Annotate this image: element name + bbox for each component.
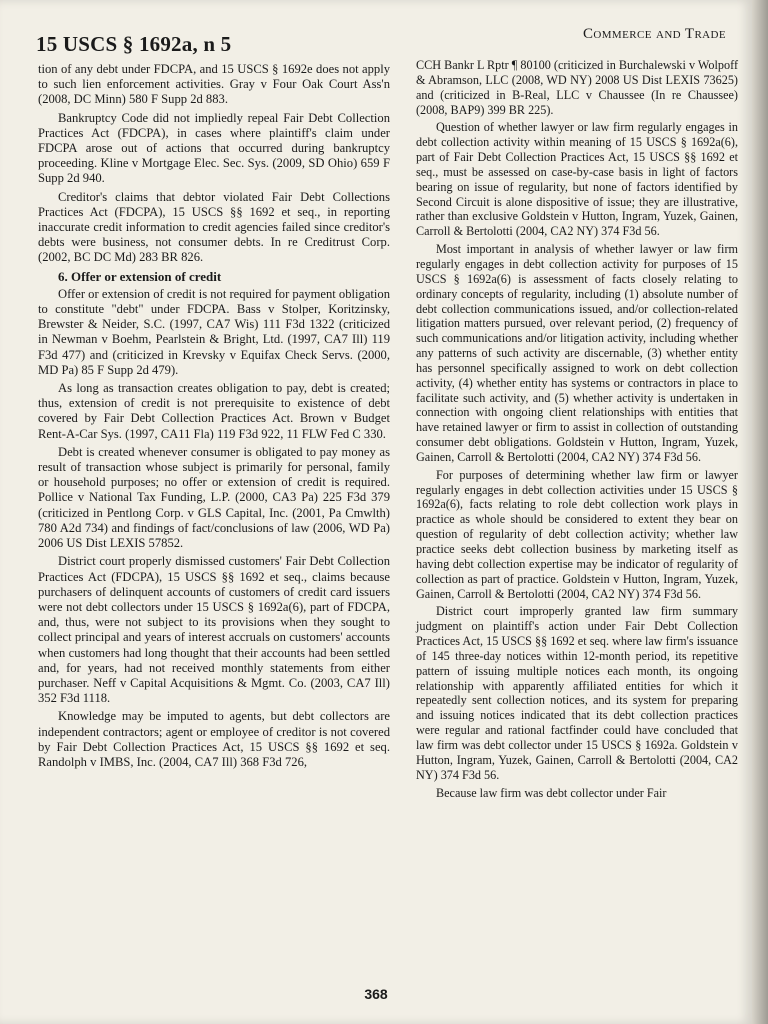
paragraph: Knowledge may be imputed to agents, but debt collectors are independent contractors; agent or employee of creditor is not covered by Fair Debt Collection Practices Act, 15 USCS §§ 1692 et seq. Randolph v IMBS, Inc. (2004, CA7 Ill) 368 F3d 726, [38, 709, 390, 769]
right-column [416, 58, 738, 803]
page-number: 368 [364, 986, 388, 1002]
left-column [38, 62, 390, 773]
section-heading: 6. Offer or extension of credit [58, 268, 222, 284]
running-head-title: Commerce and Trade [583, 26, 726, 42]
paragraph: Creditor's claims that debtor violated Fair Debt Collections Practices Act (FDCPA), 15 USCS §§ 1692 et seq., in reporting inaccurate credit information to credit agencies failed since creditor's debts were business, not consumer debts. In re Creditrust Corp. (2002, BC DC Md) 283 BR 826. [38, 189, 390, 265]
paragraph: Bankruptcy Code did not impliedly repeal Fair Debt Collection Practices Act (FDCPA), in cases where plaintiff's claim under FDCPA arose out of actions that occurred during bankruptcy proceeding. Kline v Mortgage Elec. Sec. Sys. (2009, SD Ohio) 659 F Supp 2d 940. [38, 110, 390, 186]
paragraph: For purposes of determining whether law firm or lawyer regularly engages in debt collection activities under 15 USCS § 1692a(6), facts relating to role debt collection work plays in practice as whole should be considered to extent they bear on question of regularity of debt collection activity; whether law practice seeks debt collection business by marketing itself as having debt collection expertise may be indicator of regularity of collection as part of practice. Goldstein v Hutton, Ingram, Yuzek, Gainen, Carroll & Bertolotti (2004, CA2 NY) 374 F3d 56. [416, 467, 738, 601]
paragraph: Debt is created whenever consumer is obligated to pay money as result of transaction whose subject is primarily for personal, family or household purposes; no offer or extension of credit is required. Pollice v National Tax Funding, L.P. (2000, CA3 Pa) 225 F3d 379 (criticized in Pentlong Corp. v GLS Capital, Inc. (2001, Pa Cmwlth) 780 A2d 734) and findings of fact/conclusions of law (2006, WD Pa) 2006 US Dist LEXIS 57852. [38, 444, 390, 551]
running-head-citation: 15 USCS § 1692a, n 5 [36, 32, 232, 56]
paragraph: Offer or extension of credit is not required for payment obligation to constitute "debt" under FDCPA. Bass v Stolper, Koritzinsky, Brewster & Neider, S.C. (1997, CA7 Wis) 111 F3d 1322 (criticized in Newman v Boehm, Pearlstein & Bright, Ltd. (1997, CA7 Ill) 119 F3d 477) and (criticized in Krevsky v Equifax Check Servs. (2000, MD Pa) 85 F Supp 2d 479). [38, 286, 391, 377]
paragraph: District court improperly granted law firm summary judgment on plaintiff's action under Fair Debt Collection Practices Act, 15 USCS §§ 1692 et seq. where law firm's issuance of 145 three-day notices within 12-month period, its repetitive pattern of issuing multiple notices each month, its ongoing relationship with apparently affiliated entities for which it repeatedly sent collection notices, and its system for preparing and issuing notices indicated that its debt collection practices were regular and rational factfinder could have concluded that law firm was debt collector under 15 USCS § 1692a. Goldstein v Hutton, Ingram, Yuzek, Gainen, Carroll & Bertolotti (2004, CA2 NY) 374 F3d 56. [416, 604, 738, 782]
paragraph: As long as transaction creates obligation to pay, debt is created; thus, extension of credit is not prerequisite to existence of debt covered by Fair Debt Collection Practices Act. Brown v Budget Rent-A-Car Sys. (1997, CA11 Fla) 119 F3d 922, 11 FLW Fed C 330. [38, 381, 390, 441]
paragraph: Because law firm was debt collector under Fair [436, 785, 667, 800]
paragraph: tion of any debt under FDCPA, and 15 USCS § 1692e does not apply to such lien enforcement activities. Gray v Four Oak Court Ass'n (2008, DC Minn) 580 F Supp 2d 883. [38, 62, 390, 107]
paragraph: District court properly dismissed customers' Fair Debt Collection Practices Act (FDCPA), 15 USCS §§ 1692 et seq., claims because purchasers of delinquent accounts of customers of credit card issuers were not debt collectors under 15 USCS § 1692a(6), part of FDCPA, and, thus, were not subject to its provisions when they sought to collect principal and years of interest accruals on customers' accounts when customers had long thought that their accounts had been settled and, for years, had not received monthly statements from either purchaser. Neff v Capital Acquisitions & Mgmt. Co. (2003, CA7 Ill) 352 F3d 1118. [38, 554, 390, 706]
paragraph: CCH Bankr L Rptr ¶ 80100 (criticized in Burchalewski v Wolpoff & Abramson, LLC (2008, WD NY) 2008 US Dist LEXIS 73625) and (criticized in B-Real, LLC v Chaussee (In re Chaussee) (2008, BAP9) 399 BR 225). [416, 58, 738, 117]
paragraph: Question of whether lawyer or law firm regularly engages in debt collection activity within meaning of 15 USCS § 1692a(6), part of Fair Debt Collection Practices Act, 15 USCS §§ 1692 et seq., must be assessed on case-by-case basis in light of factors bearing on issue of regularity, but none of factors identified by Second Circuit is alone dispositive of issue; they are illustrative, rather than exclusive Goldstein v Hutton, Ingram, Yuzek, Gainen, Carroll & Bertolotti (2004, CA2 NY) 374 F3d 56. [416, 120, 738, 239]
paragraph: Most important in analysis of whether lawyer or law firm regularly engages in debt collection activity for purposes of 15 USCS § 1692a(6) is assessment of facts closely relating to ordinary concepts of regularity, including (1) absolute number of debt collection communications issued, and/or collection-related litigation matters pursued, over relevant period, (2) frequency of such communications and/or litigation activity, including whether any patterns of such activity are discernable, (3) whether entity has personnel specifically assigned to work on debt collection activity, (4) whether entity has systems or contractors in place to facilitate such activity, and (5) whether activity is undertaken in connection with ongoing client relationships with entities that have retained lawyer or firm to assist in collection of outstanding consumer debt obligations. Goldstein v Hutton, Ingram, Yuzek, Gainen, Carroll & Bertolotti (2004, CA2 NY) 374 F3d 56. [416, 242, 738, 464]
page-edge [752, 0, 768, 1024]
